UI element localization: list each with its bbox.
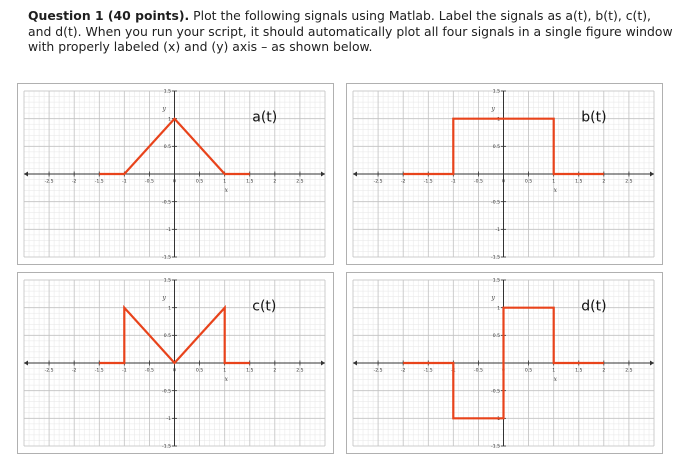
x-tick-label: 1.5 <box>246 368 254 374</box>
plot-panel-d <box>346 272 663 454</box>
x-tick-label: 0 <box>173 368 176 374</box>
x-tick-label: 0 <box>502 179 505 185</box>
y-tick-label: 0.5 <box>163 144 171 150</box>
y-tick-label: -1 <box>166 227 171 233</box>
x-tick-label: 0 <box>173 179 176 185</box>
x-tick-label: 2 <box>273 179 277 185</box>
x-tick-label: 1 <box>223 368 227 374</box>
y-tick-label: -1.5 <box>162 444 171 450</box>
signal-title: d(t) <box>581 298 607 315</box>
y-tick-label: -0.5 <box>491 200 500 206</box>
y-tick-label: 0.5 <box>163 333 171 339</box>
question-body: Plot the following signals using Matlab. Label the signals as a(t), b(t), c(t), and d(t). When you run your script, it should automatically plot all four signals in a single figure window with properly labeled (x) and (y) axis – as shown below. <box>28 8 673 54</box>
x-tick-label: 1 <box>223 179 227 185</box>
x-tick-label: 1 <box>552 179 556 185</box>
plot-d-svg <box>347 273 662 453</box>
x-tick-label: -2 <box>71 179 77 185</box>
y-tick-label: -0.5 <box>491 389 500 395</box>
x-tick-label: -2 <box>400 179 406 185</box>
y-tick-label: 1 <box>497 306 500 312</box>
y-tick-label: -1 <box>495 416 500 422</box>
x-axis-arrow <box>650 361 654 366</box>
signal-title: c(t) <box>252 298 277 315</box>
plot-b-svg <box>347 84 662 264</box>
x-tick-label: 2.5 <box>625 368 633 374</box>
x-tick-label: 1.5 <box>575 368 583 374</box>
x-tick-label: 0.5 <box>524 368 533 374</box>
x-tick-label: 2 <box>602 179 606 185</box>
y-tick-label: 1.5 <box>492 89 500 95</box>
x-tick-label: 1 <box>552 368 556 374</box>
x-tick-label: -2.5 <box>373 368 383 374</box>
y-tick-label: 1 <box>168 306 171 312</box>
y-tick-label: -0.5 <box>162 200 171 206</box>
y-tick-label: 0.5 <box>492 333 500 339</box>
x-axis-arrow-left <box>353 361 357 366</box>
y-axis-label: y <box>162 105 166 113</box>
y-tick-label: -1 <box>495 227 500 233</box>
x-tick-label: -1.5 <box>423 368 433 374</box>
plot-a-svg <box>18 84 333 264</box>
plot-panel-b <box>346 83 663 265</box>
plot-panel-c <box>17 272 334 454</box>
x-tick-label: 0.5 <box>195 368 204 374</box>
x-tick-label: -1 <box>122 179 127 185</box>
x-tick-label: -2.5 <box>373 179 383 185</box>
x-axis-label: x <box>224 376 229 383</box>
x-tick-label: 2.5 <box>625 179 633 185</box>
x-axis-label: x <box>224 187 229 194</box>
x-axis-label: x <box>553 376 558 383</box>
x-tick-label: -1.5 <box>423 179 433 185</box>
x-tick-label: -0.5 <box>473 368 483 374</box>
y-tick-label: -0.5 <box>162 389 171 395</box>
x-axis-arrow <box>321 361 325 366</box>
y-tick-label: -1.5 <box>491 255 500 261</box>
x-tick-label: -2.5 <box>44 179 54 185</box>
x-tick-label: 2.5 <box>296 368 304 374</box>
y-tick-label: 0.5 <box>492 144 500 150</box>
x-tick-label: 0.5 <box>524 179 533 185</box>
x-tick-label: -2 <box>71 368 77 374</box>
y-axis-label: y <box>491 294 495 302</box>
x-axis-arrow <box>321 172 325 177</box>
x-tick-label: 0 <box>502 368 505 374</box>
y-tick-label: 1 <box>497 117 500 123</box>
x-tick-label: 2 <box>273 368 277 374</box>
y-tick-label: 1.5 <box>163 278 171 284</box>
y-tick-label: 1.5 <box>492 278 500 284</box>
question-text <box>28 8 678 55</box>
x-axis-arrow-left <box>24 361 28 366</box>
x-axis-arrow <box>650 172 654 177</box>
x-tick-label: -1.5 <box>94 179 104 185</box>
plot-c-svg <box>18 273 333 453</box>
x-tick-label: -1 <box>451 179 456 185</box>
x-tick-label: 1.5 <box>246 179 254 185</box>
signal-title: b(t) <box>581 109 607 126</box>
x-tick-label: -0.5 <box>473 179 483 185</box>
x-tick-label: -2.5 <box>44 368 54 374</box>
plot-panel-a <box>17 83 334 265</box>
x-tick-label: -0.5 <box>144 368 154 374</box>
x-tick-label: 1.5 <box>575 179 583 185</box>
y-tick-label: -1 <box>166 416 171 422</box>
x-tick-label: -2 <box>400 368 406 374</box>
y-tick-label: -1.5 <box>162 255 171 261</box>
x-tick-label: 0.5 <box>195 179 204 185</box>
x-tick-label: -1 <box>451 368 456 374</box>
y-axis-label: y <box>162 294 166 302</box>
x-tick-label: -1 <box>122 368 127 374</box>
signal-title: a(t) <box>252 109 278 126</box>
x-tick-label: -1.5 <box>94 368 104 374</box>
x-axis-arrow-left <box>24 172 28 177</box>
x-axis-label: x <box>553 187 558 194</box>
y-axis-label: y <box>491 105 495 113</box>
x-tick-label: -0.5 <box>144 179 154 185</box>
x-tick-label: 2.5 <box>296 179 304 185</box>
y-tick-label: 1 <box>168 117 171 123</box>
x-axis-arrow-left <box>353 172 357 177</box>
y-tick-label: 1.5 <box>163 89 171 95</box>
y-tick-label: -1.5 <box>491 444 500 450</box>
x-tick-label: 2 <box>602 368 606 374</box>
question-heading: Question 1 (40 points). <box>28 8 190 23</box>
